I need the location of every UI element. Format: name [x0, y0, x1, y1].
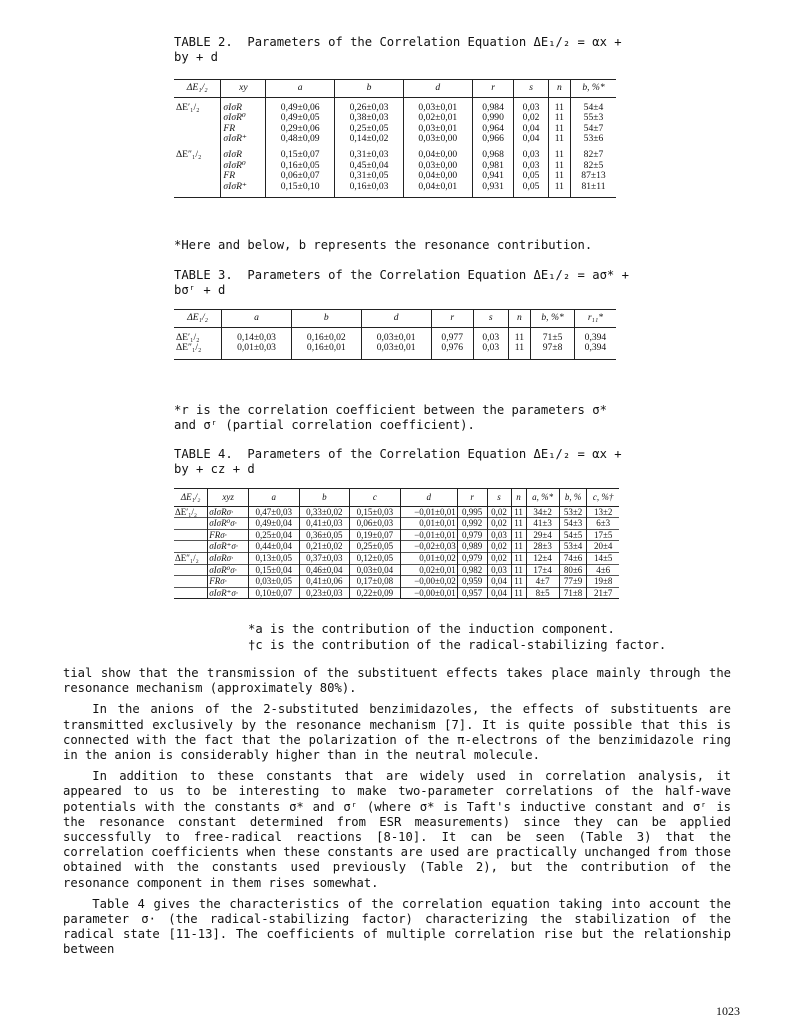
table4-cell: 0,02	[487, 518, 511, 530]
table4-cell: 0,41±0,06	[299, 576, 350, 588]
table4-header-cell: a, %*	[526, 489, 559, 507]
table4-cell: 6±3	[587, 518, 619, 530]
table4-cell: 0,12±0,05	[350, 552, 401, 564]
table4-cell: 0,02	[487, 506, 511, 518]
paragraph-2: In the anions of the 2-substituted benzimidazoles, the effects of substituents are transmitted exclusively by the resonance mechanism [7]. It is quite possible that this is connected with the fact that the polarization of the π-electrons of the benzimidazole ring in the anion is considerably higher than in the neutral molecule.	[63, 702, 731, 763]
table4-cell: 0,03	[487, 529, 511, 541]
table4-cell: 17±5	[587, 529, 619, 541]
table4-cell: σIσRσ·	[208, 552, 249, 564]
table2-cell: 0,26±0,03 0,38±0,03 0,25±0,05 0,14±0,02	[335, 97, 404, 145]
table3	[174, 309, 616, 360]
body-text	[63, 666, 731, 964]
table4-cell: 0,23±0,03	[299, 587, 350, 599]
table4-cell: 54±5	[559, 529, 587, 541]
table2-header-cell: ΔE₁/₂	[174, 80, 221, 98]
table4-cell: ΔE″₁/₂	[174, 552, 208, 564]
table3-header-cell: ΔE₁/₂	[174, 310, 222, 328]
table2-header-cell: b, %*	[571, 80, 616, 98]
table2-header-cell: r	[472, 80, 514, 98]
table3-header-cell: s	[473, 310, 508, 328]
table4-cell: 4±7	[526, 576, 559, 588]
table4-cell: −0,02±0,03	[400, 541, 457, 553]
table3-header-cell: b	[291, 310, 361, 328]
table3-header-cell: b, %*	[531, 310, 575, 328]
table4-caption: TABLE 4. Parameters of the Correlation Equation ΔE₁/₂ = αx + by + cz + d	[174, 447, 622, 476]
table4-cell: 0,46±0,04	[299, 564, 350, 576]
table2	[174, 79, 616, 198]
table4-cell: σIσR⁰σ·	[208, 564, 249, 576]
table3-cell: 71±5 97±8	[531, 327, 575, 359]
table2-cell: 0,968 0,981 0,941 0,931	[472, 145, 514, 198]
table2-header-cell: a	[266, 80, 335, 98]
table4-cell: 0,979	[457, 552, 487, 564]
table2-cell: 0,31±0,03 0,45±0,04 0,31±0,05 0,16±0,03	[335, 145, 404, 198]
table4-cell: 11	[511, 541, 526, 553]
table4-cell: 0,959	[457, 576, 487, 588]
table3-header-cell: a	[222, 310, 292, 328]
table-row	[174, 97, 616, 145]
table4-cell: −0,01±0,01	[400, 529, 457, 541]
table3-cell: 0,977 0,976	[431, 327, 473, 359]
table4-cell: 19±8	[587, 576, 619, 588]
table2-cell: 0,03±0,01 0,02±0,01 0,03±0,01 0,03±0,00	[403, 97, 472, 145]
table3-cell: 0,14±0,03 0,01±0,03	[222, 327, 292, 359]
table4-cell: 21±7	[587, 587, 619, 599]
table2-cell: 54±4 55±3 54±7 53±6	[571, 97, 616, 145]
table4-footnote-a: *a is the contribution of the induction component.	[248, 622, 615, 636]
table4-cell: 11	[511, 564, 526, 576]
table4-cell	[174, 529, 208, 541]
table4-cell: 0,21±0,02	[299, 541, 350, 553]
paragraph-4: Table 4 gives the characteristics of the correlation equation taking into account the parameter σ· (the radical-stabilizing factor) characterizing the stabilization of the radical state [11-13]. The coefficients of multiple correlation rise but the relationship between	[63, 896, 731, 957]
table3-cell: 11 11	[508, 327, 531, 359]
table4-header-cell: ΔE₁/₂	[174, 489, 208, 507]
table2-cell: 0,15±0,07 0,16±0,05 0,06±0,07 0,15±0,10	[266, 145, 335, 198]
table4-cell: 0,01±0,02	[400, 552, 457, 564]
table4-cell: 0,992	[457, 518, 487, 530]
table4-cell: 0,44±0,04	[248, 541, 299, 553]
table4-cell: −0,00±0,01	[400, 587, 457, 599]
table2-cell: σIσR σIσR⁰ FR σIσR⁺	[221, 145, 266, 198]
table2-cell: 0,49±0,06 0,49±0,05 0,29±0,06 0,48±0,09	[266, 97, 335, 145]
table4-header-cell: s	[487, 489, 511, 507]
table4-cell: 0,04	[487, 587, 511, 599]
table3-cell: 0,03±0,01 0,03±0,01	[361, 327, 431, 359]
table4-cell: 53±2	[559, 506, 587, 518]
table3-cell: 0,03 0,03	[473, 327, 508, 359]
table2-header-cell: n	[548, 80, 570, 98]
table4-header-cell: d	[400, 489, 457, 507]
table4-cell: σIσR⁺σ·	[208, 541, 249, 553]
table4-header-cell: b	[299, 489, 350, 507]
table4-cell: 11	[511, 576, 526, 588]
table-row	[174, 529, 619, 541]
table-row	[174, 587, 619, 599]
table4-cell: 14±5	[587, 552, 619, 564]
table4-cell: 11	[511, 587, 526, 599]
table-row	[174, 506, 619, 518]
table4-cell: 54±3	[559, 518, 587, 530]
table2-header-cell: s	[514, 80, 548, 98]
table4-cell: 0,979	[457, 529, 487, 541]
table4-cell: 0,15±0,04	[248, 564, 299, 576]
table2-cell: 0,984 0,990 0,964 0,966	[472, 97, 514, 145]
table2-cell: ΔE″₁/₂	[174, 145, 221, 198]
table4-cell: 0,03±0,04	[350, 564, 401, 576]
table4-footnote-c: †c is the contribution of the radical-stabilizing factor.	[248, 638, 667, 652]
table4-cell: 0,957	[457, 587, 487, 599]
table4-cell: 0,19±0,07	[350, 529, 401, 541]
table3-header-cell: r	[431, 310, 473, 328]
table4-cell: 0,17±0,08	[350, 576, 401, 588]
table3-cell: 0,394 0,394	[574, 327, 616, 359]
table4-cell	[174, 541, 208, 553]
table4-cell: 12±4	[526, 552, 559, 564]
table2-caption: TABLE 2. Parameters of the Correlation Equation ΔE₁/₂ = αx + by + d	[174, 35, 622, 64]
table4-cell: 0,03±0,05	[248, 576, 299, 588]
table3-footnote: *r is the correlation coefficient between the parameters σ* and σʳ (partial correlation coefficient).	[174, 403, 607, 432]
table4-cell: 0,06±0,03	[350, 518, 401, 530]
table2-header-cell: d	[403, 80, 472, 98]
table4-cell: 0,25±0,04	[248, 529, 299, 541]
table3-header-cell: r₁₁*	[574, 310, 616, 328]
table4-cell: 53±4	[559, 541, 587, 553]
table4-header-cell: n	[511, 489, 526, 507]
table4-cell: 17±4	[526, 564, 559, 576]
table3-header-cell: d	[361, 310, 431, 328]
table4-cell: 0,33±0,02	[299, 506, 350, 518]
table4-cell: 0,982	[457, 564, 487, 576]
table4-cell: 0,15±0,03	[350, 506, 401, 518]
table4-cell: 0,13±0,05	[248, 552, 299, 564]
table4-header-cell: c, %†	[587, 489, 619, 507]
table-row	[174, 518, 619, 530]
table4-cell	[174, 564, 208, 576]
table4-cell: FRσ·	[208, 529, 249, 541]
table4-cell: 0,47±0,03	[248, 506, 299, 518]
table4-cell: 0,49±0,04	[248, 518, 299, 530]
table4-cell	[174, 518, 208, 530]
table4-cell: 0,25±0,05	[350, 541, 401, 553]
table2-cell: 0,03 0,02 0,04 0,04	[514, 97, 548, 145]
table4-cell: 77±9	[559, 576, 587, 588]
table4	[174, 488, 619, 599]
table4-cell	[174, 576, 208, 588]
table4-cell: 34±2	[526, 506, 559, 518]
table2-header-cell: b	[335, 80, 404, 98]
table4-cell: σIσR⁺σ·	[208, 587, 249, 599]
table4-header-cell: c	[350, 489, 401, 507]
table2-footnote: *Here and below, b represents the resonance contribution.	[174, 238, 593, 252]
table4-cell: 74±6	[559, 552, 587, 564]
table4-cell: −0,00±0,02	[400, 576, 457, 588]
table4-cell: 28±3	[526, 541, 559, 553]
table-row	[174, 541, 619, 553]
table2-cell: 0,04±0,00 0,03±0,00 0,04±0,00 0,04±0,01	[403, 145, 472, 198]
table4-cell: 29±4	[526, 529, 559, 541]
table4-cell: 0,36±0,05	[299, 529, 350, 541]
table4-cell: ΔE′₁/₂	[174, 506, 208, 518]
table4-cell: 4±6	[587, 564, 619, 576]
table4-cell: 0,989	[457, 541, 487, 553]
table4-cell: 0,03	[487, 564, 511, 576]
table4-cell: 0,02	[487, 552, 511, 564]
table4-header-cell: a	[248, 489, 299, 507]
table4-header-cell: b, %	[559, 489, 587, 507]
table2-cell: σIσR σIσR⁰ FR σIσR⁺	[221, 97, 266, 145]
page-number: 1023	[716, 1004, 740, 1018]
paragraph-1: tial show that the transmission of the substituent effects takes place mainly through the resonance mechanism (approximately 80%).	[63, 666, 731, 696]
table4-cell: 0,02±0,01	[400, 564, 457, 576]
table3-header-cell: n	[508, 310, 531, 328]
table4-cell: 8±5	[526, 587, 559, 599]
table-row	[174, 576, 619, 588]
table3-cell: ΔE′₁/₂ ΔE″₁/₂	[174, 327, 222, 359]
table3-cell: 0,16±0,02 0,16±0,01	[291, 327, 361, 359]
table2-cell: 11 11 11 11	[548, 97, 570, 145]
table4-header-cell: xyz	[208, 489, 249, 507]
table4-cell: 0,22±0,09	[350, 587, 401, 599]
table4-cell: 13±2	[587, 506, 619, 518]
table4-cell: 0,41±0,03	[299, 518, 350, 530]
table4-header-cell: r	[457, 489, 487, 507]
table-row	[174, 552, 619, 564]
table4-cell	[174, 587, 208, 599]
table4-cell: FRσ·	[208, 576, 249, 588]
table4-cell: 11	[511, 529, 526, 541]
table4-cell: σIσR⁰σ·	[208, 518, 249, 530]
table4-cell: 0,01±0,01	[400, 518, 457, 530]
table4-cell: σIσRσ·	[208, 506, 249, 518]
table4-cell: 11	[511, 518, 526, 530]
table4-cell: 0,37±0,03	[299, 552, 350, 564]
table-row	[174, 327, 616, 359]
table2-header-cell: xy	[221, 80, 266, 98]
table2-cell: 11 11 11 11	[548, 145, 570, 198]
table4-cell: 0,10±0,07	[248, 587, 299, 599]
table2-cell: ΔE′₁/₂	[176, 101, 200, 113]
table4-cell: 0,995	[457, 506, 487, 518]
table4-cell: 80±6	[559, 564, 587, 576]
table4-cell: 11	[511, 552, 526, 564]
table4-cell: 71±8	[559, 587, 587, 599]
table-row	[174, 564, 619, 576]
table3-caption: TABLE 3. Parameters of the Correlation Equation ΔE₁/₂ = aσ* + bσʳ + d	[174, 268, 629, 297]
table4-cell: 0,04	[487, 576, 511, 588]
table-row	[174, 145, 616, 198]
table4-cell: 11	[511, 506, 526, 518]
table4-cell: 41±3	[526, 518, 559, 530]
table4-cell: 20±4	[587, 541, 619, 553]
paragraph-3: In addition to these constants that are widely used in correlation analysis, it appeared to us to be interesting to make two-parameter correlations of the half-wave potentials with the constants σ* and σʳ (where σ* is Taft's inductive constant and σʳ is the resonance constant determined from ESR measurements) since they can be applied successfully to free-radical reactions [8-10]. It can be seen (Table 3) that the correlation coefficients when these constants are used are practically unchanged from those obtained with the constants used previously (Table 2), but the contribution of the resonance component in them rises somewhat.	[63, 769, 731, 890]
table2-cell: 0,03 0,03 0,05 0,05	[514, 145, 548, 198]
table4-cell: −0,01±0,01	[400, 506, 457, 518]
table4-cell: 0,02	[487, 541, 511, 553]
table2-cell: 82±7 82±5 87±13 81±11	[571, 145, 616, 198]
